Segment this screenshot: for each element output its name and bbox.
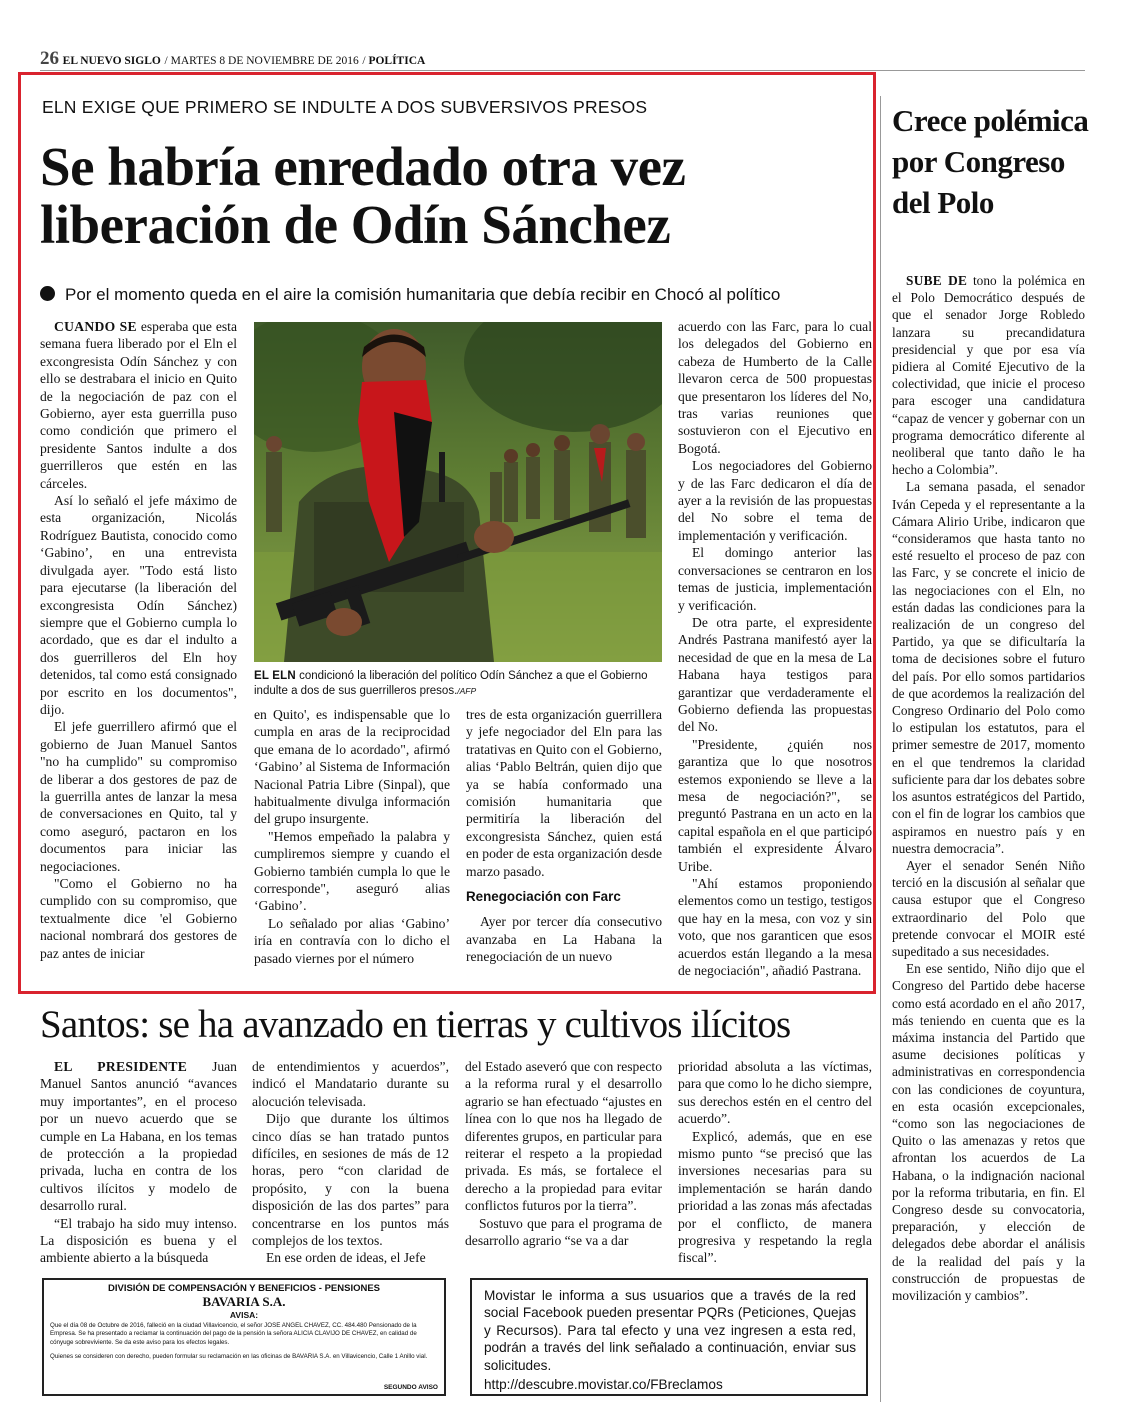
side-article-body bbox=[892, 272, 1085, 1304]
main-kicker: ELN EXIGE QUE PRIMERO SE INDULTE A DOS SUBVERSIVOS PRESOS bbox=[42, 97, 648, 117]
paragraph: del Estado aseveró que con respecto a la reforma rural y el desarrollo agrario se han efectuado “ajustes en línea con lo que nos ha llegado de diferentes grupos, en particular para reiterar el respeto a la propiedad privada. Es más, se fortalece el derecho a la propiedad para evitar conflictos futuros por la tierra”. bbox=[465, 1059, 662, 1214]
paragraph: En ese orden de ideas, el Jefe bbox=[266, 1250, 426, 1266]
paragraph: Ayer por tercer día consecutivo avanzaba en La Habana la renegociación de un nuevo bbox=[466, 914, 662, 965]
ad-body-2: Quienes se consideren con derecho, pueden formular su reclamación en las oficinas de BAVARIA S.A. en Villavicencio, Calle 1 Anillo vial. bbox=[50, 1353, 428, 1361]
page-number: 26 bbox=[40, 48, 59, 69]
second-headline: Santos: se ha avanzado en tierras y cultivos ilícitos bbox=[40, 1003, 791, 1046]
paragraph: en Quito', es indispensable que lo cumpla en aras de la reciprocidad que emana de lo acordado", afirmó ‘Gabino’ al Sistema de Información Nacional Patria Libre (Sinpal), que habitualmente divulga información del grupo insurgente. bbox=[254, 707, 450, 827]
paragraph: Dijo que durante los últimos cinco días se han tratado puntos difíciles, en sesiones de más de 12 horas, pero “con claridad de propósito, y con la buena disposición de las dos partes” para concentrarse en los puntos más complejos de los textos. bbox=[252, 1111, 449, 1249]
caption-lead: EL ELN bbox=[254, 670, 296, 682]
movistar-notice-ad bbox=[470, 1278, 868, 1396]
side-headline: Crece polémica por Congreso del Polo bbox=[892, 103, 1089, 220]
ad-footer: SEGUNDO AVISO bbox=[383, 1384, 438, 1391]
paragraph: esperaba que esta semana fuera liberado por el Eln el excongresista Odín Sánchez y con ello se destrabara el inicio en Quito de la negociación de paz con el Gobierno, ayer esta guerrilla puso como condición que primero el presidente Santos indulte a dos guerrilleros que estén en las cárceles. bbox=[40, 319, 237, 491]
main-col-2 bbox=[254, 706, 450, 967]
photo-caption bbox=[254, 669, 674, 699]
lead-word: EL PRESIDENTE bbox=[54, 1059, 188, 1074]
ad-label: AVISA: bbox=[229, 1310, 259, 1320]
main-col-4 bbox=[678, 318, 872, 979]
second-col-1 bbox=[40, 1058, 237, 1267]
lead-word: CUANDO SE bbox=[54, 319, 137, 334]
page-header: 26 EL NUEVO SIGLO / MARTES 8 DE NOVIEMBRE DE 2016 / POLÍTICA bbox=[40, 48, 1085, 71]
paragraph: Explicó, además, que en ese mismo punto “se precisó que las inversiones necesarias para su implementación se harán dando prioridad a las zonas más afectadas por el conflicto, de manera progresiva y respetando la regla fiscal”. bbox=[678, 1128, 872, 1266]
lead-word: SUBE DE bbox=[906, 273, 968, 288]
ad-title: DIVISIÓN DE COMPENSACIÓN Y BENEFICIOS - PENSIONES bbox=[107, 1283, 381, 1294]
paragraph: De otra parte, el expresidente Andrés Pastrana manifestó ayer la necesidad de que en la mesa de La Habana haya testigos para garantizar que verdaderamente el Gobierno defienda las propuestas del No. bbox=[678, 614, 872, 735]
section-subtitle: Renegociación con Farc bbox=[466, 889, 621, 905]
paragraph: La semana pasada, el senador Iván Cepeda y el representante a la Cámara Alirio Uribe, indicaron que “consideramos que hasta tanto no esté resuelto el proceso de paz con las Farc, y se concrete el inicio de las negociaciones con el Eln, no están dadas las condiciones para la realización de un congreso del Partido, ya que se dificultaría la toma de decisiones sobre el futuro del país. Por ello somos partidarios de que acordemos la realización del Congreso Ordinario del Polo como lo estipulan los estatutos, para el primer semestre de 2017, momento en el que tendremos la claridad suficiente para dar los debates sobre los asuntos estratégicos del Partido, con el fin de lograr los cambios que aspiramos en nuestro país y en nuestra democracia”. bbox=[892, 479, 1085, 856]
paragraph: El jefe guerrillero afirmó que el gobierno de Juan Manuel Santos "no ha cumplido" su compromiso de liberar a dos gestores de paz de la guerrilla antes de lanzar la mesa de conversaciones en Quito, tal y como aseguró, pactaron en los documentos para iniciar las negociaciones. bbox=[40, 719, 237, 874]
ad-body: Que el día 08 de Octubre de 2016, falleció en la ciudad Villavicencio, el señor JOSE ANGEL CHAVEZ, CC. 484.480 Pensionado de la Empresa. Se ha presentado a reclamar la continuación del pago de la pensión la señora ALICIA CLAVIJO DE CHAVEZ, en calidad de cónyuge sobreviviente. Se da este aviso para los efectos legales. bbox=[50, 1322, 417, 1346]
second-col-4 bbox=[678, 1058, 872, 1267]
paragraph: Ayer el senador Senén Niño terció en la discusión al señalar que causa estupor que el Congreso extraordinario del Polo que pretende convocar el MOIR esté supeditado a sus necesidades. bbox=[892, 857, 1085, 959]
paragraph: Juan Manuel Santos anunció “avances muy importantes”, en el proceso por un nuevo acuerdo que se cumple en La Habana, en los temas de protección a la propiedad privada, lucha en contra de los cultivos ilícitos y modelo de desarrollo rural. bbox=[40, 1059, 237, 1214]
paragraph: tres de esta organización guerrillera y jefe negociador del Eln para las tratativas en Quito con el Gobierno, alias ‘Pablo Beltrán, quien dijo que ya se había conformado una comisión humanitaria que permitiría la liberación del excongresista Sánchez, quien está en poder de esta organización desde marzo pasado. bbox=[466, 707, 662, 879]
guerrilla-photo bbox=[254, 322, 662, 662]
column-divider bbox=[880, 96, 881, 1402]
main-headline bbox=[40, 138, 870, 254]
section-name: POLÍTICA bbox=[368, 55, 426, 67]
paper-name: EL NUEVO SIGLO bbox=[62, 55, 161, 67]
paragraph: prioridad absoluta a las víctimas, para que como lo he dicho siempre, sus derechos estén en el centro del acuerdo”. bbox=[678, 1059, 872, 1127]
paragraph: Sostuvo que para el programa de desarrollo agrario “se va a dar bbox=[465, 1215, 662, 1249]
paragraph: "Presidente, ¿quién nos garantiza que lo que nosotros estemos exponiendo se lleve a la mesa de negociación?", se preguntó Pastrana en un acto en la capital española en el que participó también el expresidente Álvaro Uribe. bbox=[678, 736, 872, 874]
main-subhead-text: Por el momento queda en el aire la comisión humanitaria que debía recibir en Chocó al político bbox=[65, 285, 781, 304]
ad-url-link[interactable]: http://descubre.movistar.co/FBreclamos bbox=[484, 1377, 723, 1393]
paragraph: “El trabajo ha sido muy intenso. La disposición es buena y el ambiente abierto a la búsqueda bbox=[40, 1215, 237, 1266]
paragraph: El domingo anterior las conversaciones se centraron en los temas de justicia, implementación y verificación. bbox=[678, 545, 872, 613]
paragraph: Lo señalado por alias ‘Gabino’ iría en contravía con lo dicho el pasado viernes por el número bbox=[254, 915, 450, 966]
paragraph: "Como el Gobierno no ha cumplido con su compromiso, que textualmente dice 'el Gobierno nacional nombrará dos gestores de paz antes de iniciar bbox=[40, 876, 237, 961]
main-headline-line2: liberación de Odín Sánchez bbox=[40, 193, 671, 255]
paragraph: Los negociadores del Gobierno y de las Farc dedicaron el día de ayer a la revisión de las propuestas del No sobre el tema de implementación y verificación. bbox=[678, 458, 872, 543]
second-col-2 bbox=[252, 1058, 449, 1267]
paragraph: "Hemos empeñado la palabra y cumpliremos siempre y cuando el Gobierno también cumpla lo que le corresponde", aseguró alias ‘Gabino’. bbox=[254, 828, 450, 914]
paragraph: acuerdo con las Farc, para lo cual los delegados del Gobierno en cabeza de Humberto de la Calle llevaron cerca de 500 propuestas que presentaron los líderes del No, tras varias reuniones que sostuvieron con el Ejecutivo en Bogotá. bbox=[678, 319, 872, 456]
main-headline-line1: Se habría enredado otra vez bbox=[40, 136, 686, 197]
main-col-3 bbox=[466, 706, 662, 966]
ad-text: Movistar le informa a sus usuarios que a través de la red social Facebook pueden presentar PQRs (Peticiones, Quejas y Recursos). Para tal efecto y una vez ingresen a esta red, podrán a través del link señalado a continuación, enviar sus solicitudes. bbox=[484, 1288, 856, 1373]
ad-company: BAVARIA S.A. bbox=[202, 1294, 286, 1309]
photo-credit: /AFP bbox=[457, 686, 477, 696]
main-subhead bbox=[40, 285, 875, 305]
issue-date: MARTES 8 DE NOVIEMBRE DE 2016 bbox=[170, 55, 359, 67]
paragraph: Así lo señaló el jefe máximo de esta organización, Nicolás Rodríguez Bautista, conocido como ‘Gabino’, en una entrevista divulgada ayer. "Todo está listo para ejecutarse (la liberación del excongresista Odín Sánchez) siempre que el Gobierno cumpla lo acordado, que es dar el indulto a dos guerrilleros del Eln hoy detenidos, tal como está consignado por escrito en los documentos", dijo. bbox=[40, 493, 237, 717]
bavaria-notice-ad bbox=[42, 1278, 446, 1396]
paragraph: "Ahí estamos proponiendo elementos como un testigo, testigos que hay en la mesa, con voz y sin voto, que nos garanticen que esos acuerdos están llegando a la mesa de negociación", añadió Pastrana. bbox=[678, 876, 872, 979]
paragraph: tono la polémica en el Polo Democrático después de que el senador Jorge Robledo lanzara su precandidatura presidencial y que por esa vía pidiera al Comité Ejecutivo de la colectividad, que inicie el proceso para escoger una candidatura “capaz de vencer y gobernar con un programa democrático diferente al neoliberal que tanto daño le ha hecho a Colombia”. bbox=[892, 273, 1085, 478]
bullet-icon bbox=[40, 286, 55, 301]
paragraph: En ese sentido, Niño dijo que el Congreso del Partido debe hacerse como está acordado en el año 2017, más teniendo en cuenta que es la máxima instancia del Partido que asume decisiones políticas y administrativas en correspondencia con las condiciones de coyuntura, en esta ocasión excepcionales, “como son las negociaciones de Quito o las amenazas y retos que afrontan los acuerdos de La Habana, o la indignación nacional por la reforma tributaria, en fin. El Congreso desde su convocatoria, preparación, y elección de delegados debe abordar el análisis de la realidad del país y la construcción de propuestas de movilización y cambios”. bbox=[892, 961, 1085, 1303]
photo-illustration bbox=[254, 322, 662, 662]
caption-text: condicionó la liberación del político Odín Sánchez a que el Gobierno indulte a dos de sus guerrilleros presos. bbox=[254, 670, 648, 697]
paragraph: de entendimientos y acuerdos”, indicó el Mandatario durante su alocución televisada. bbox=[252, 1059, 449, 1109]
main-col-1 bbox=[40, 318, 237, 962]
second-col-3 bbox=[465, 1058, 662, 1249]
